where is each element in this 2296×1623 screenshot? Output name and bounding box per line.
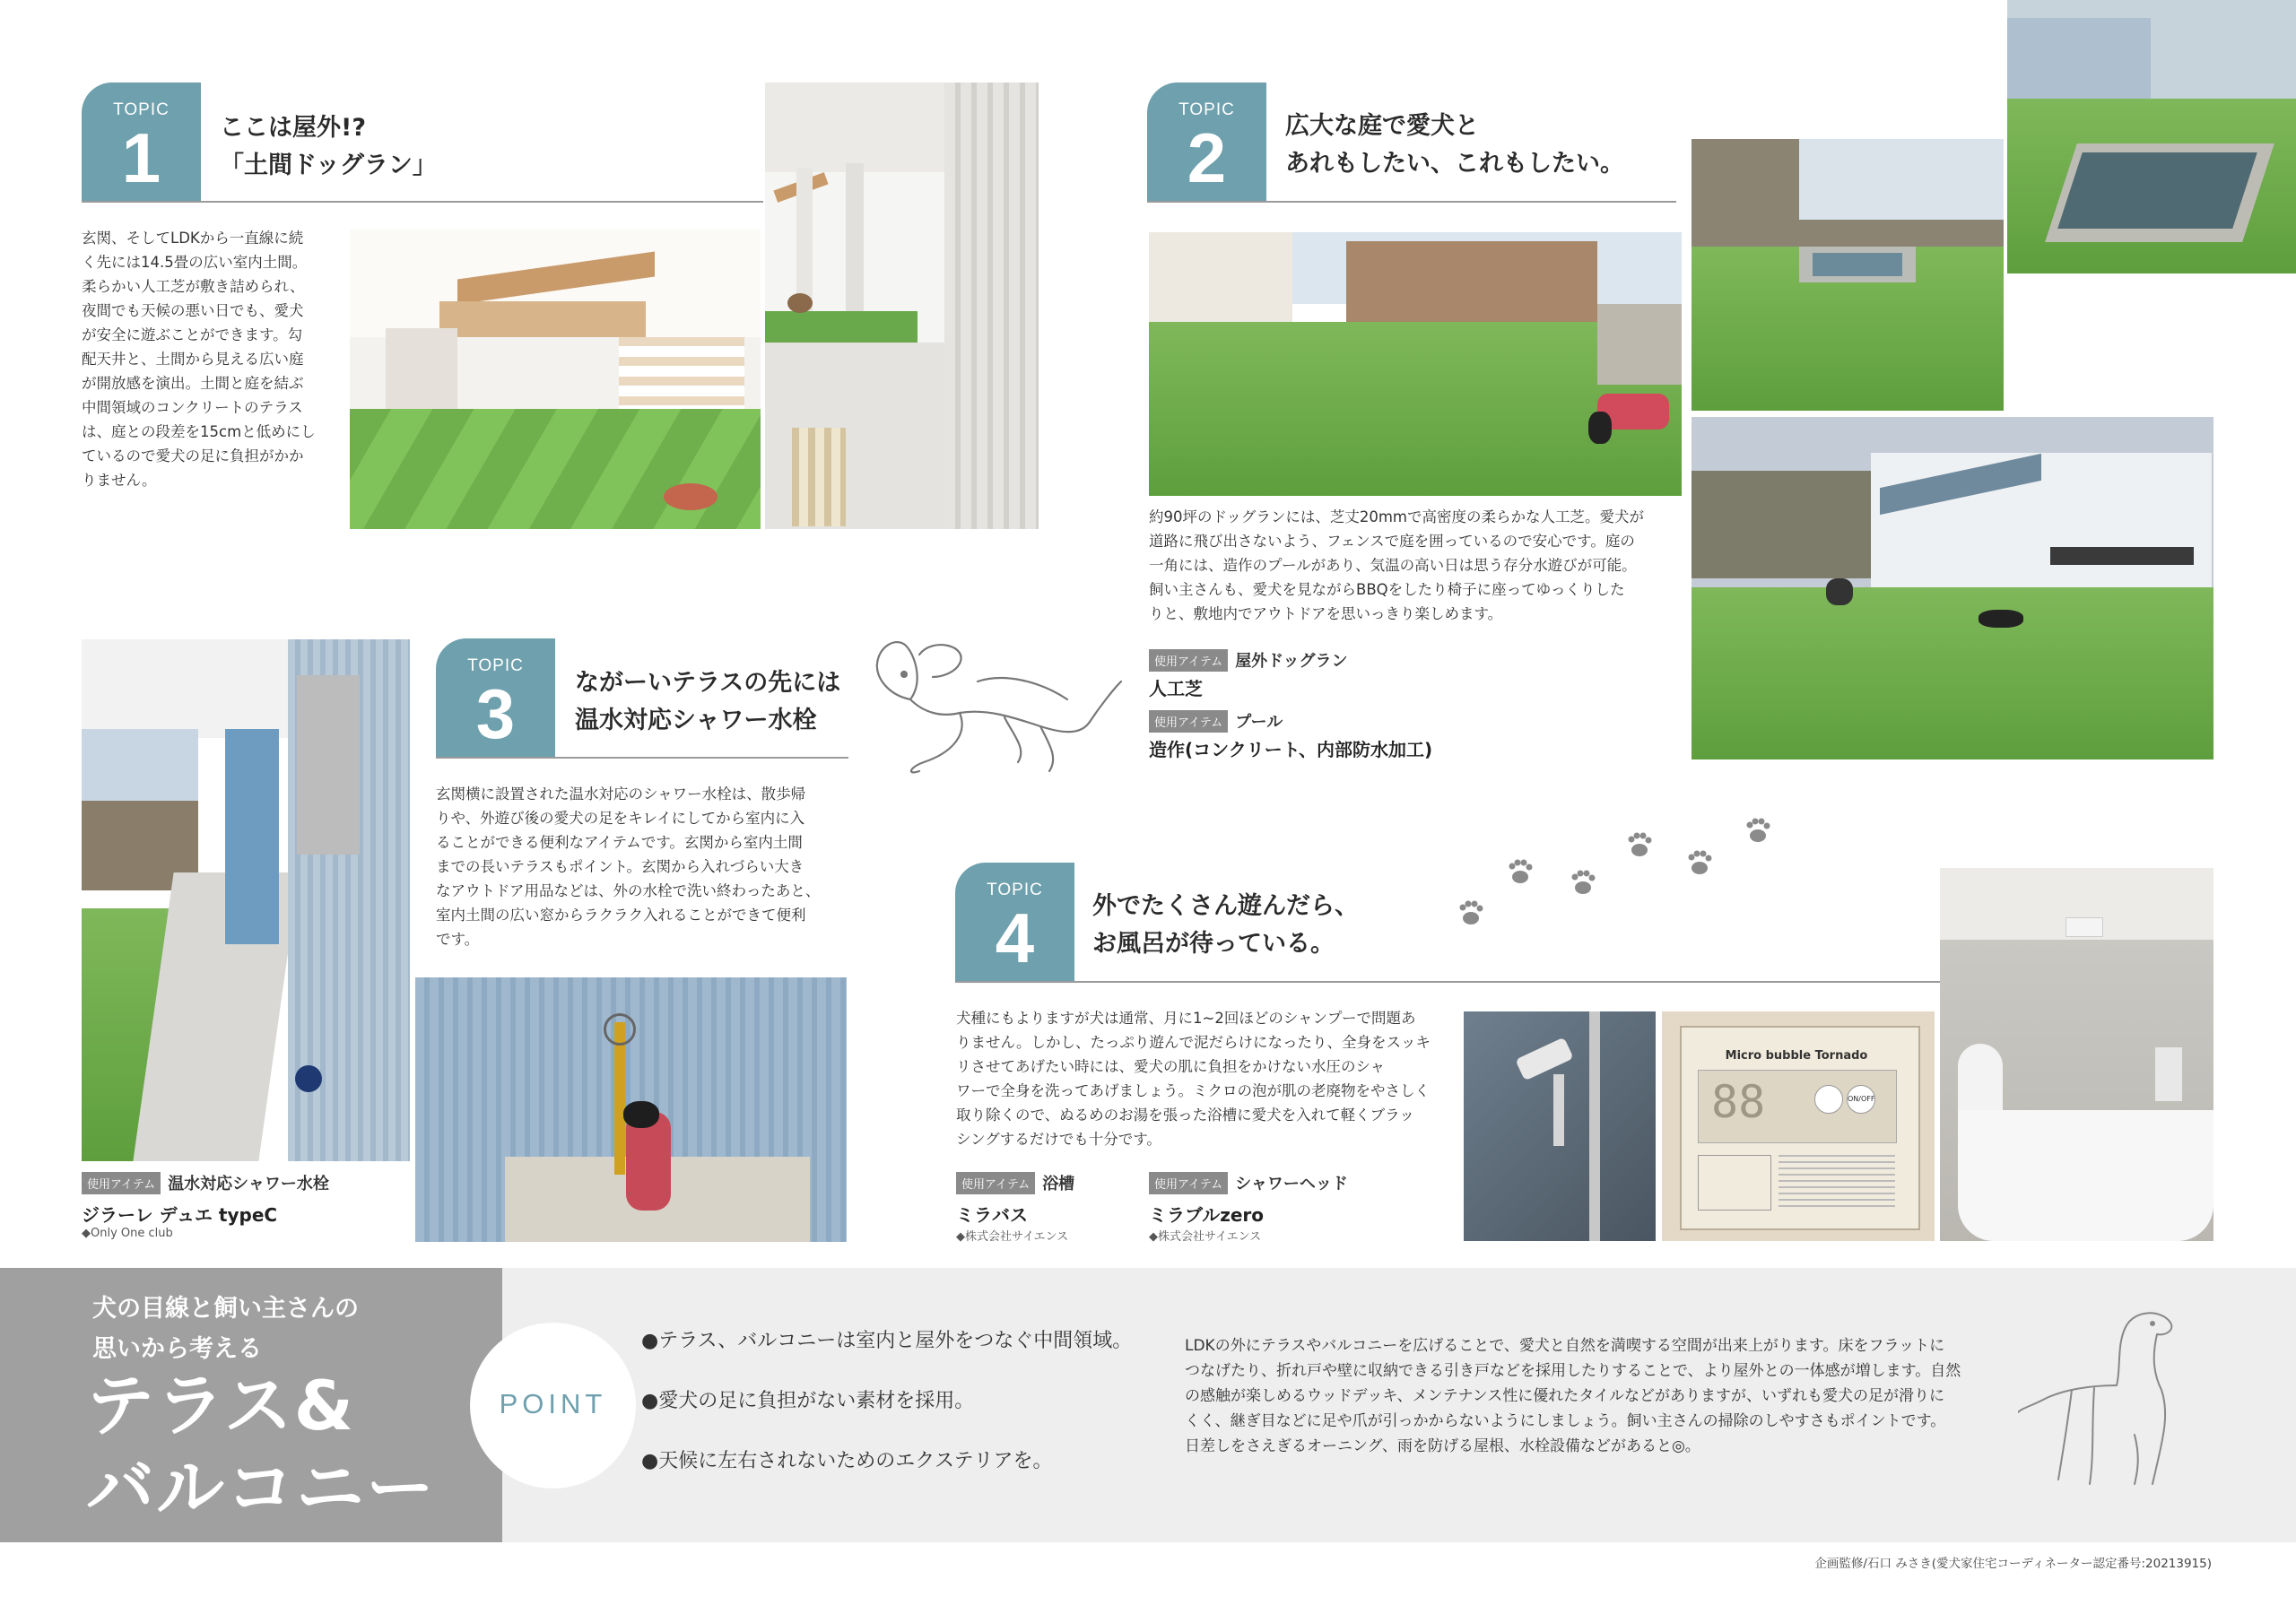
text-line: 飼い主さんも、愛犬を見ながらBBQをしたり椅子に座ってゆっくりした	[1149, 581, 1625, 598]
item-name: ミラブルzero	[1149, 1204, 1265, 1226]
bullet-item: ●テラス、バルコニーは室内と屋外をつなぐ中間領域。	[641, 1330, 1133, 1352]
title-line: ながーいテラスの先には	[575, 669, 841, 697]
panel-subtitle	[92, 1289, 359, 1369]
text-line: りや、外遊び後の愛犬の足をキレイにしてから室内に入	[436, 810, 805, 827]
item-name: 造作(コンクリート、内部防水加工)	[1149, 739, 1433, 760]
text-line: 約90坪のドッグランには、芝丈20mmで高密度の柔らかな人工芝。愛犬が	[1149, 508, 1644, 525]
subtitle-line: 犬の目線と飼い主さんの	[92, 1295, 359, 1323]
topic-4-body	[956, 1006, 1458, 1151]
title-line: あれもしたい、これもしたい。	[1285, 150, 1624, 178]
topic-4-badge	[955, 863, 1074, 982]
terrace-window-photo	[765, 82, 1039, 529]
shower-faucet-photo	[415, 977, 847, 1242]
item-name: ジラーレ デュエ typeC	[82, 1204, 278, 1226]
panel-main-title	[86, 1365, 436, 1530]
bullet-list	[641, 1325, 1132, 1506]
item-tag: 使用アイテム	[1149, 710, 1228, 733]
panel-title-block	[0, 1268, 502, 1542]
topic-label: TOPIC	[113, 100, 170, 119]
point-label: POINT	[499, 1388, 607, 1419]
topic-1-badge	[82, 82, 201, 202]
title-line: 広大な庭で愛犬と	[1285, 112, 1479, 140]
item-category: シャワーヘッド	[1235, 1175, 1348, 1193]
bullet-item: ●愛犬の足に負担がない素材を採用。	[641, 1390, 975, 1412]
topic-1-body	[82, 226, 342, 492]
topic-label: TOPIC	[467, 656, 524, 675]
item-row	[1149, 1171, 1348, 1194]
topic-3-badge	[436, 638, 555, 758]
pool-photo	[1692, 139, 2004, 411]
topic-number: 4	[995, 898, 1035, 977]
title-line: 温水対応シャワー水栓	[575, 707, 817, 734]
text-line: 柔らかい人工芝が敷き詰められ、	[82, 278, 305, 295]
title-line: お風呂が待っている。	[1092, 930, 1335, 958]
topic-2-badge	[1147, 82, 1266, 202]
topic-3-title	[575, 664, 840, 740]
indoor-dogrun-photo	[350, 230, 761, 529]
topic-4-title	[1092, 888, 1359, 963]
control-panel-photo	[1662, 1011, 1935, 1241]
subtitle-line: 思いから考える	[92, 1335, 262, 1363]
panel-brand: Micro bubble Tornado	[1725, 1049, 1868, 1063]
item-tag: 使用アイテム	[956, 1172, 1035, 1194]
text-line: です。	[436, 931, 480, 948]
panel-display: 88	[1711, 1076, 1766, 1128]
topic-number: 3	[475, 674, 516, 753]
item-category: 屋外ドッグラン	[1235, 652, 1348, 671]
topic-label: TOPIC	[987, 881, 1043, 899]
text-line: りません。	[82, 472, 157, 489]
item-maker: ◆株式会社サイエンス	[956, 1230, 1069, 1244]
text-line: 一角には、造作のプールがあり、気温の高い日は思う存分水遊びが可能。	[1149, 557, 1637, 574]
bullet-item: ●天候に左右されないためのエクステリアを。	[641, 1450, 1053, 1472]
divider	[955, 981, 1942, 983]
text-line: 道路に飛び出さないよう、フェンスで庭を囲っているので安心です。庭の	[1149, 533, 1635, 550]
divider	[1147, 201, 1676, 203]
text-line: は、庭との段差を15cmと低めにし	[82, 423, 316, 440]
text-line: 夜間でも天候の悪い日でも、愛犬	[82, 302, 304, 319]
text-line: LDKの外にテラスやバルコニーを広げることで、愛犬と自然を満喫する空間が出来上がります。床をフラットに	[1185, 1337, 1945, 1355]
item-category: プール	[1235, 713, 1283, 732]
title-line: 「土間ドッグラン」	[220, 152, 437, 179]
text-line: なアウトドア用品などは、外の水栓で洗い終わったあと、	[436, 882, 821, 899]
topic-3-body	[436, 782, 848, 951]
text-line: くく、継ぎ目などに足や爪が引っかからないようにしましょう。飼い主さんの掃除のしやすさもポイントです。	[1185, 1412, 1946, 1430]
long-terrace-photo	[82, 639, 410, 1161]
item-tag: 使用アイテム	[1149, 1172, 1228, 1194]
topic-number: 2	[1187, 118, 1227, 197]
dogrun-garden-photo	[1149, 232, 1682, 496]
title-line: ここは屋外!?	[220, 114, 366, 142]
item-tag: 使用アイテム	[1149, 649, 1228, 672]
on-off-button[interactable]: ON/OFF	[1847, 1085, 1875, 1114]
text-line: く先には14.5畳の広い室内土間。	[82, 254, 308, 271]
credit-line: 企画監修/石口 みさき(愛犬家住宅コーディネーター認定番号:20213915)	[1814, 1557, 2212, 1571]
text-line: 配天井と、土間から見える広い庭	[82, 351, 304, 368]
item-row	[1149, 709, 1283, 733]
text-line: リさせてあげたい時には、愛犬の肌に負担をかけない水圧のシャ	[956, 1058, 1386, 1075]
text-line: までの長いテラスもポイント。玄関から入れづらい大き	[436, 858, 804, 875]
item-name: 人工芝	[1149, 678, 1203, 699]
divider	[82, 201, 763, 203]
item-tag: 使用アイテム	[82, 1172, 161, 1194]
item-maker: ◆株式会社サイエンス	[1149, 1230, 1262, 1244]
topic-2-body	[1149, 505, 1678, 626]
text-line: 玄関、そしてLDKから一直線に続	[82, 230, 304, 247]
shower-head-photo	[1464, 1011, 1656, 1241]
dog-sketch-illustration	[870, 628, 1130, 780]
text-line: 取り除くので、ぬるめのお湯を張った浴槽に愛犬を入れて軽くブラッ	[956, 1107, 1414, 1124]
item-maker: ◆Only One club	[82, 1227, 173, 1240]
text-line: が開放感を演出。土間と庭を結ぶ	[82, 375, 304, 392]
text-line: 犬種にもよりますが犬は通常、月に1~2回ほどのシャンプーで問題あ	[956, 1010, 1416, 1027]
topic-number: 1	[121, 118, 161, 197]
text-line: りと、敷地内でアウトドアを思いっきり楽しめます。	[1149, 605, 1503, 622]
main-title-line: テラス&	[86, 1366, 355, 1445]
topic-1-title	[220, 109, 437, 185]
topic-2-title	[1285, 108, 1624, 183]
topic-label: TOPIC	[1178, 100, 1235, 119]
text-line: の感触が楽しめるウッドデッキ、メンテナンス性に優れたタイルなどがありますが、いずれも愛犬の足が滑りに	[1185, 1387, 1944, 1405]
panel-description	[1185, 1333, 2010, 1459]
text-line: ワーで全身を洗ってあげましょう。ミクロの泡が肌の老廃物をやさしく	[956, 1082, 1430, 1099]
item-category: 温水対応シャワー水栓	[168, 1175, 329, 1193]
title-line: 外でたくさん遊んだら、	[1092, 892, 1359, 920]
text-line: ているので愛犬の足に負担がかか	[82, 447, 304, 464]
text-line: りません。しかし、たっぷり遊んで泥だらけになったり、全身をスッキ	[956, 1034, 1431, 1051]
text-line: 玄関横に設置された温水対応のシャワー水栓は、散歩帰	[436, 785, 806, 803]
text-line: が安全に遊ぶことができます。勾	[82, 326, 303, 343]
item-row	[956, 1171, 1074, 1194]
text-line: シングするだけでも十分です。	[956, 1131, 1161, 1148]
main-title-line: バルコニー	[86, 1448, 436, 1528]
item-category: 浴槽	[1042, 1175, 1075, 1193]
house-lawn-photo	[1692, 417, 2213, 759]
dog-line-illustration	[2018, 1300, 2215, 1497]
item-row	[1149, 648, 1347, 672]
text-line: 日差しをさえぎるオーニング、雨を防げる屋根、水栓設備などがあると◎。	[1185, 1437, 1700, 1455]
text-line: 室内土間の広い窓からラクラク入れることができて便利	[436, 907, 806, 924]
text-line: 中間領域のコンクリートのテラス	[82, 399, 303, 416]
text-line: つなげたり、折れ戸や壁に収納できる引き戸などを採用したりすることで、より屋外との一体感が増します。自然	[1185, 1362, 1961, 1380]
text-line: ることができる便利なアイテムです。玄関から室内土間	[436, 834, 803, 851]
item-row	[82, 1171, 329, 1194]
divider	[436, 757, 848, 759]
item-name: ミラバス	[956, 1204, 1028, 1226]
panel-button[interactable]	[1814, 1085, 1843, 1114]
paw-prints-decoration	[1453, 807, 1785, 933]
bathroom-photo	[1940, 868, 2213, 1241]
pool-house-photo	[2007, 0, 2296, 273]
